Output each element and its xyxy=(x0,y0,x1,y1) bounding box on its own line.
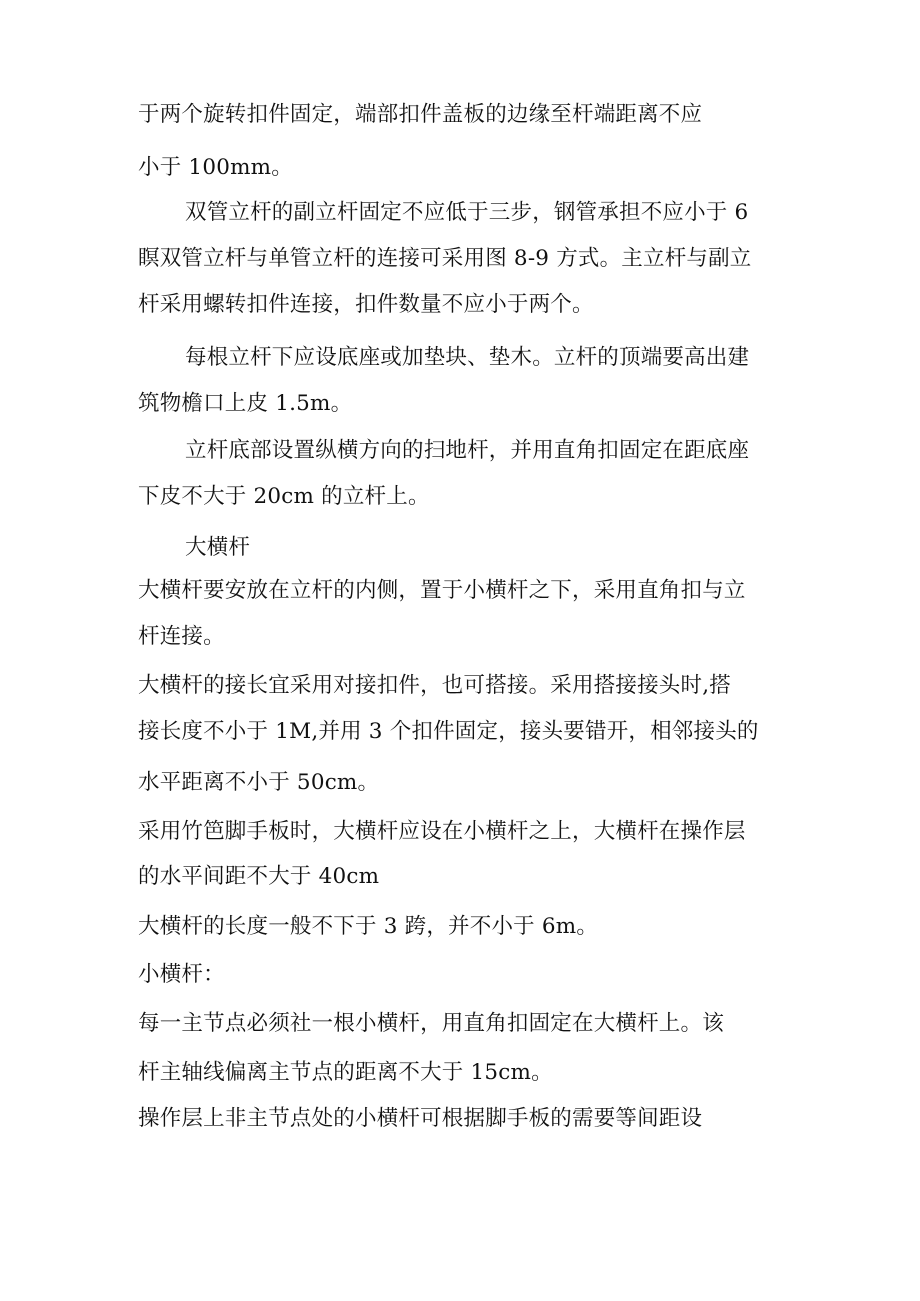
text-line: 瞑双管立杆与单管立杆的连接可采用图 8-9 方式。主立杆与副立 xyxy=(138,246,752,271)
text-line: 每根立杆下应设底座或加垫块、垫木。立杆的顶端要高出建 xyxy=(185,345,750,370)
text-line: 水平距离不小于 50cm。 xyxy=(138,770,380,795)
text-line: 小于 100mm。 xyxy=(138,155,293,180)
text-line: 大横杆要安放在立杆的内侧，置于小横杆之下，采用直角扣与立 xyxy=(138,578,746,603)
text-line: 大横杆的长度一般不下于 3 跨，并不小于 6m。 xyxy=(138,914,599,939)
text-line: 双管立杆的副立杆固定不应低于三步，钢管承担不应小于 6 xyxy=(185,200,749,225)
text-line: 的水平间距不大于 40cm xyxy=(138,864,380,889)
text-line: 操作层上非主节点处的小横杆可根据脚手板的需要等间距设 xyxy=(138,1106,703,1131)
text-line: 筑物檐口上皮 1.5m。 xyxy=(138,391,353,416)
text-line: 每一主节点必须社一根小横杆，用直角扣固定在大横杆上。该 xyxy=(138,1011,724,1036)
text-line: 采用竹笆脚手板时，大横杆应设在小横杆之上，大横杆在操作层 xyxy=(138,819,746,844)
text-line: 杆采用螺转扣件连接，扣件数量不应小于两个。 xyxy=(138,292,594,317)
text-line: 杆连接。 xyxy=(138,624,225,649)
text-line: 下皮不大于 20cm 的立杆上。 xyxy=(138,484,430,509)
text-line: 立杆底部设置纵横方向的扫地杆，并用直角扣固定在距底座 xyxy=(185,438,750,463)
text-line: 大横杆的接长宜采用对接扣件，也可搭接。采用搭接接头时,搭 xyxy=(138,673,731,698)
text-line: 于两个旋转扣件固定，端部扣件盖板的边缘至杆端距离不应 xyxy=(138,102,703,127)
section-heading: 小横杆： xyxy=(138,962,225,987)
text-line: 杆主轴线偏离主节点的距离不大于 15cm。 xyxy=(138,1060,553,1085)
section-heading: 大横杆 xyxy=(185,535,251,560)
text-line: 接长度不小于 1M,并用 3 个扣件固定，接头要错开，相邻接头的 xyxy=(138,719,759,744)
